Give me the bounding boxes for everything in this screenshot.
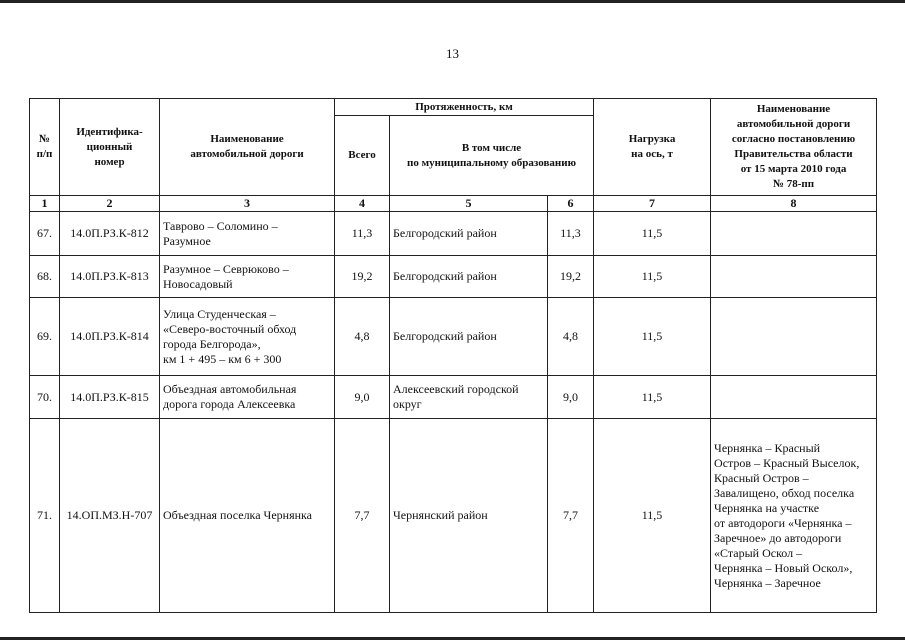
decree-name	[711, 298, 877, 376]
column-number: 6	[548, 196, 594, 212]
road-name: Объездная поселка Чернянка	[160, 419, 335, 613]
total-length: 19,2	[335, 256, 390, 298]
column-number: 8	[711, 196, 877, 212]
road-id: 14.0П.РЗ.К-813	[60, 256, 160, 298]
column-number: 2	[60, 196, 160, 212]
road-id: 14.ОП.МЗ.Н-707	[60, 419, 160, 613]
total-length: 11,3	[335, 212, 390, 256]
header-id: Идентифика- ционный номер	[60, 99, 160, 196]
column-number: 4	[335, 196, 390, 212]
axle-load: 11,5	[594, 256, 711, 298]
decree-name	[711, 256, 877, 298]
header-length-group: Протяженность, км	[335, 99, 594, 116]
municipality: Белгородский район	[390, 212, 548, 256]
table-row	[30, 376, 877, 419]
municipality: Белгородский район	[390, 298, 548, 376]
municipality: Чернянский район	[390, 419, 548, 613]
road-name: Объездная автомобильная дорога города Алексеевка	[160, 376, 335, 419]
header-number: № п/п	[30, 99, 60, 196]
municipality: Белгородский район	[390, 256, 548, 298]
column-number: 7	[594, 196, 711, 212]
decree-name	[711, 212, 877, 256]
header-road-name: Наименование автомобильной дороги	[160, 99, 335, 196]
row-number: 70.	[30, 376, 60, 419]
total-length: 7,7	[335, 419, 390, 613]
road-id: 14.0П.РЗ.К-814	[60, 298, 160, 376]
decree-name: Чернянка – Красный Остров – Красный Выселок, Красный Остров – Завалищено, обход поселка Чернянка на участке от автодороги «Чернянка – Заречное» до автодороги «Старый Оскол – Чернянка – Новый Оскол», Чернянка – Заречное	[711, 419, 877, 613]
axle-load: 11,5	[594, 212, 711, 256]
municipality-length: 19,2	[548, 256, 594, 298]
municipality-length: 9,0	[548, 376, 594, 419]
road-id: 14.0П.РЗ.К-815	[60, 376, 160, 419]
header-including: В том числе по муниципальному образованию	[390, 116, 594, 196]
total-length: 4,8	[335, 298, 390, 376]
top-border-line	[0, 0, 905, 3]
table-row	[30, 419, 877, 613]
header-total: Всего	[335, 116, 390, 196]
municipality: Алексеевский городской округ	[390, 376, 548, 419]
road-id: 14.0П.РЗ.К-812	[60, 212, 160, 256]
axle-load: 11,5	[594, 419, 711, 613]
row-number: 67.	[30, 212, 60, 256]
column-number: 5	[390, 196, 548, 212]
axle-load: 11,5	[594, 298, 711, 376]
table-row	[30, 298, 877, 376]
road-name: Разумное – Севрюково – Новосадовый	[160, 256, 335, 298]
axle-load: 11,5	[594, 376, 711, 419]
decree-name	[711, 376, 877, 419]
table-row	[30, 212, 877, 256]
municipality-length: 7,7	[548, 419, 594, 613]
column-number-row	[30, 196, 877, 212]
total-length: 9,0	[335, 376, 390, 419]
header-axle-load: Нагрузка на ось, т	[594, 99, 711, 196]
municipality-length: 4,8	[548, 298, 594, 376]
header-decree-name: Наименование автомобильной дороги согласно постановлению Правительства области от 15 марта 2010 года № 78-пп	[711, 99, 877, 196]
road-name: Улица Студенческая – «Северо-восточный обход города Белгорода», км 1 + 495 – км 6 + 300	[160, 298, 335, 376]
column-number: 1	[30, 196, 60, 212]
row-number: 68.	[30, 256, 60, 298]
page-number: 13	[446, 46, 459, 61]
municipality-length: 11,3	[548, 212, 594, 256]
column-number: 3	[160, 196, 335, 212]
row-number: 71.	[30, 419, 60, 613]
table-row	[30, 256, 877, 298]
roads-table	[29, 98, 877, 613]
row-number: 69.	[30, 298, 60, 376]
road-name: Таврово – Соломино – Разумное	[160, 212, 335, 256]
